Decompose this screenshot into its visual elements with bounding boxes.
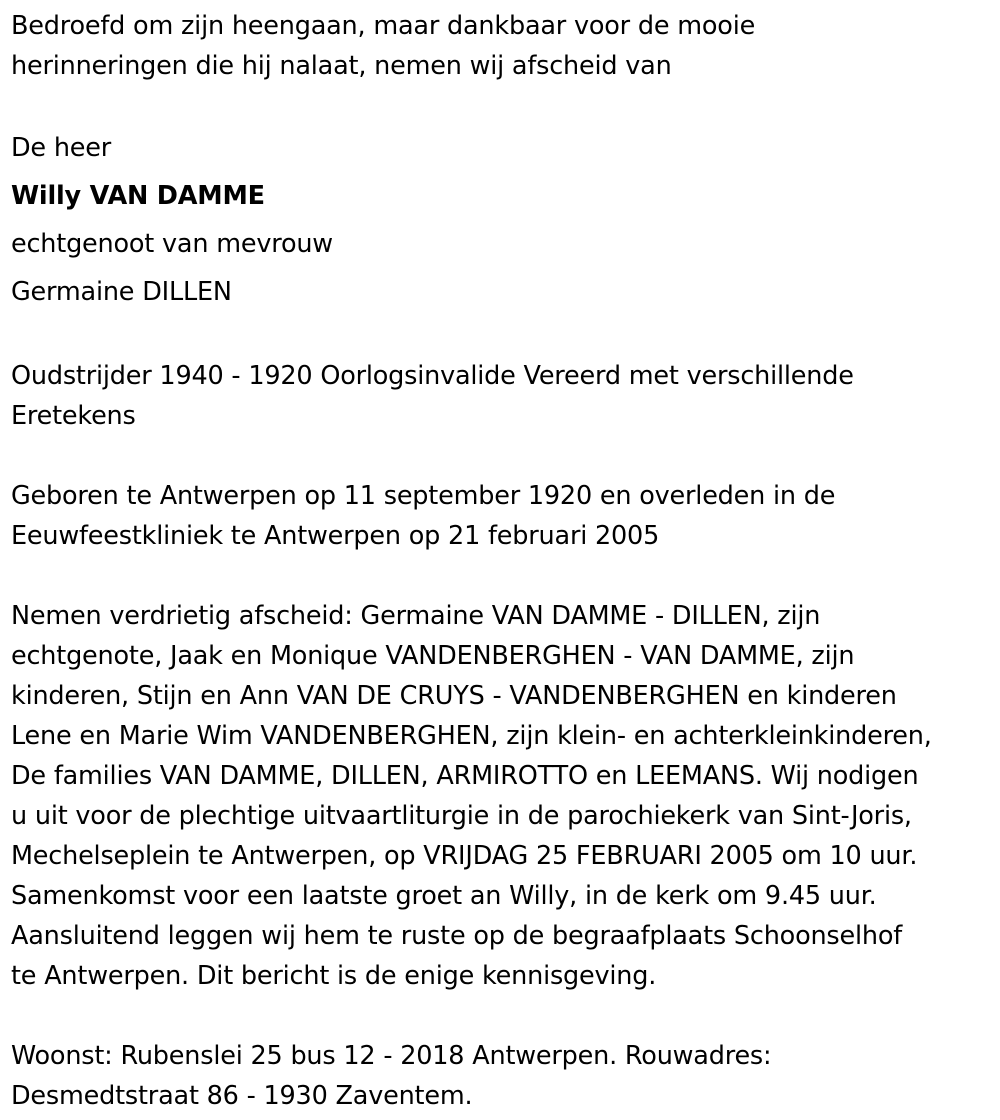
farewell-line: kinderen, Stijn en Ann VAN DE CRUYS - VANDENBERGHEN en kinderen	[11, 681, 897, 711]
farewell-line: De families VAN DAMME, DILLEN, ARMIROTTO en LEEMANS. Wij nodigen	[11, 761, 919, 791]
farewell-paragraph	[11, 596, 1000, 996]
intro-paragraph	[11, 6, 1000, 86]
salutation: De heer	[11, 133, 112, 163]
birth-death-line: Geboren te Antwerpen op 11 september 1920 en overleden in de	[11, 481, 836, 511]
intro-line: herinneringen die hij nalaat, nemen wij afscheid van	[11, 51, 672, 81]
farewell-line: Aansluitend leggen wij hem te ruste op de begraafplaats Schoonselhof	[11, 921, 903, 951]
farewell-line: Samenkomst voor een laatste groet an Willy, in de kerk om 9.45 uur.	[11, 881, 877, 911]
address-line: Woonst: Rubenslei 25 bus 12 - 2018 Antwerpen. Rouwadres:	[11, 1041, 772, 1071]
spouse-name: Germaine DILLEN	[11, 277, 232, 307]
birth-death-line: Eeuwfeestkliniek te Antwerpen op 21 februari 2005	[11, 521, 660, 551]
relation-text: echtgenoot van mevrouw	[11, 229, 333, 259]
farewell-line: Mechelseplein te Antwerpen, op VRIJDAG 25 FEBRUARI 2005 om 10 uur.	[11, 841, 918, 871]
farewell-line: Lene en Marie Wim VANDENBERGHEN, zijn klein- en achterkleinkinderen,	[11, 721, 932, 751]
deceased-name: Willy VAN DAMME	[11, 181, 265, 211]
farewell-line: te Antwerpen. Dit bericht is de enige kennisgeving.	[11, 961, 657, 991]
farewell-line: echtgenote, Jaak en Monique VANDENBERGHEN - VAN DAMME, zijn	[11, 641, 855, 671]
address-line: Desmedtstraat 86 - 1930 Zaventem.	[11, 1081, 473, 1111]
farewell-line: Nemen verdrietig afscheid: Germaine VAN DAMME - DILLEN, zijn	[11, 601, 821, 631]
honors-paragraph	[11, 356, 1000, 436]
honors-line: Oudstrijder 1940 - 1920 Oorlogsinvalide Vereerd met verschillende	[11, 361, 854, 391]
address-paragraph	[11, 1036, 1000, 1116]
intro-line: Bedroefd om zijn heengaan, maar dankbaar voor de mooie	[11, 11, 756, 41]
honors-line: Eretekens	[11, 401, 136, 431]
deceased-block	[11, 124, 1000, 316]
farewell-line: u uit voor de plechtige uitvaartliturgie in de parochiekerk van Sint-Joris,	[11, 801, 912, 831]
birth-death-paragraph	[11, 476, 1000, 556]
